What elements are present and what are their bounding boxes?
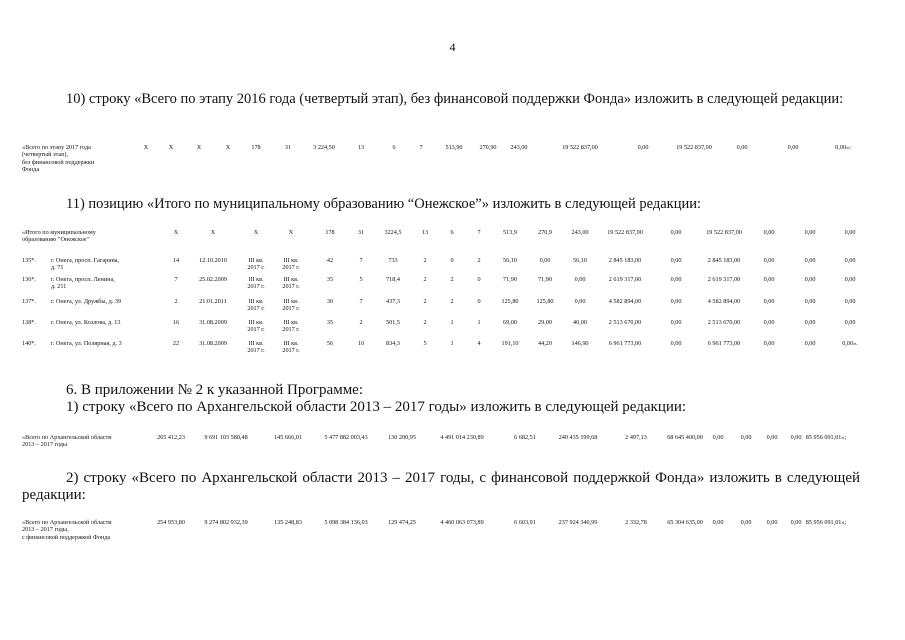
t2-row-cell-line: 191,10 (501, 340, 519, 347)
t3-cell-line: 9 691 103 580,48 (204, 434, 248, 441)
t1-cell-line: 0,00 (736, 144, 748, 151)
t2-row-q1-line: III кв. (248, 319, 264, 326)
t2-row-q2-line: 2017 г. (282, 264, 300, 272)
t2-row-cell-line: 733 (388, 257, 398, 264)
t3-cell-line: 6 682,51 (514, 434, 536, 441)
t2-row-cell-line: 2 (423, 298, 427, 305)
t2-row-q2-line: III кв. (283, 276, 299, 283)
t2-row-cell-line: 2 (423, 319, 427, 326)
t2-row-doc-line: 22 (172, 340, 180, 347)
t4-cell-line: 0,00 (740, 519, 752, 526)
t2-total-cell-line: X (210, 229, 216, 236)
t2-row-cell-line: 0,00 (804, 298, 816, 305)
t3-cell-line: 0,00 (766, 434, 778, 441)
t2-total-cell-line: 0,00 (763, 229, 775, 236)
page-number: 4 (449, 40, 456, 54)
t2-total-cell-line: X (173, 229, 179, 236)
t2-row-cell-line: 56,10 (503, 257, 517, 264)
t2-row-cell-line: 2 513 670,00 (707, 319, 741, 326)
t4-cell-line: 0,00 (790, 519, 802, 526)
t4-cell-line: 0,00 (712, 519, 724, 526)
t1-cell (808, 144, 878, 151)
t2-row-cell-line: 6 961 773,00 (707, 340, 741, 347)
t2-total-cell-line: 513,9 (503, 229, 517, 236)
t2-row-address-line: г. Онега, ул. Дружбы, д. 39 (51, 298, 122, 305)
t2-row-cell-line: 5 (359, 276, 363, 283)
t2-row-cell-line: 2 513 670,00 (608, 319, 642, 326)
t2-row-cell-line: 56,10 (573, 257, 587, 264)
t2-row-num-line: 138*. (22, 319, 36, 326)
t2-row-cell-line: 125,80 (501, 298, 519, 305)
t2-row-cell-line: 0,00 (670, 276, 682, 283)
t2-row-date-line: 31.08.2009 (199, 340, 227, 347)
t2-row-q1-line: 2017 г. (247, 347, 265, 355)
t2-row-num-line: 140*. (22, 340, 36, 347)
t2-row-date-line: 25.02.2009 (199, 276, 227, 283)
t1-label-line: без финансовой поддержки (22, 158, 95, 166)
t2-row-cell-line: 0,00». (842, 340, 858, 347)
t2-row-q2-line: III кв. (283, 319, 299, 326)
t2-row-cell-line: 437,3 (386, 298, 400, 305)
t2-row-address-line: г. Онега, просп. Гагарина, (51, 257, 120, 264)
t2-row-num (22, 276, 48, 283)
t2-row-cell-line: 71,90 (538, 276, 552, 283)
t2-row-cell-line: 2 845 183,00 (707, 257, 741, 264)
t1-cell-line: X (143, 144, 149, 151)
t2-row-cell-line: 7 (359, 257, 363, 264)
t2-total-cell-line: 19 522 837,00 (607, 229, 643, 236)
t2-row-cell-line: 0,00 (844, 276, 856, 283)
paragraph-item-11: 11) позицию «Итого по муниципальному образованию “Онежское”» изложить в следующей редакции: (66, 196, 702, 212)
t1-cell-line: 178 (251, 144, 261, 151)
t1-cell-line: 0,00»; (835, 144, 851, 151)
t2-row-cell-line: 44,20 (538, 340, 552, 347)
t4-cell-line: 135 248,83 (274, 519, 302, 526)
t2-row-address-line: г. Онега, просп. Ленина, (51, 276, 115, 283)
paragraph-item-6-1: 1) строку «Всего по Архангельской области 2013 – 2017 годы» изложить в следующей редакции: (66, 399, 687, 415)
t2-row-q2-line: III кв. (283, 298, 299, 305)
t1-cell-line: 6 (392, 144, 396, 151)
t3-cell-line: 0,00 (790, 434, 802, 441)
t2-row-address-line: г. Онега, ул. Полярная, д. 3 (51, 340, 122, 347)
t1-cell-line: 0,00 (637, 144, 649, 151)
t1-cell-line: 0,00 (787, 144, 799, 151)
t3-cell (191, 434, 261, 441)
t2-row-q2-line: III кв. (283, 257, 299, 264)
t2-row-cell-line: 0,00 (763, 257, 775, 264)
t2-row-cell-line: 30 (326, 298, 334, 305)
t2-row-cell-line: 2 (359, 319, 363, 326)
t2-row-q1-line: III кв. (248, 340, 264, 347)
t2-row-q1-line: 2017 г. (247, 264, 265, 272)
t2-row-cell-line: 125,80 (536, 298, 554, 305)
t2-row-cell-line: 0 (477, 276, 481, 283)
t2-total-cell-line: 0,00 (844, 229, 856, 236)
t2-row-cell-line: 0,00 (670, 298, 682, 305)
t2-row-cell-line: 0,00 (539, 257, 551, 264)
t1-cell-line: X (196, 144, 202, 151)
t4-cell-line: 4 460 063 073,89 (440, 519, 484, 526)
t2-row-cell-line: 2 (450, 276, 454, 283)
t4-cell-line: 65 304 635,00 (667, 519, 703, 526)
t1-label-line: (четвертый этап), (22, 151, 69, 159)
t3-cell-line: 130 200,95 (388, 434, 416, 441)
t2-row-cell-line: 0,00 (574, 298, 586, 305)
t2-row-cell-line: 0,00 (844, 257, 856, 264)
t2-row-num (22, 340, 48, 347)
t3-cell-line: 0,00 (740, 434, 752, 441)
t2-row-cell-line: 0,00 (804, 340, 816, 347)
t2-total-label-line: образованию "Онежское" (22, 236, 90, 244)
t2-row-address-line: д. 211 (51, 283, 67, 291)
t2-row-cell-line: 4 582 894,00 (608, 298, 642, 305)
t3-cell-line: 68 645 400,00 (667, 434, 703, 441)
t2-row-cell-line: 0,00 (763, 340, 775, 347)
t2-row-q2-line: 2017 г. (282, 326, 300, 334)
t2-row-num-line: 137*. (22, 298, 36, 305)
t2-row-cell (815, 319, 885, 326)
t3-cell-line: 240 435 199,68 (558, 434, 598, 441)
t2-total-cell-line: 19 522 837,00 (706, 229, 742, 236)
t4-cell-line: 85 956 091,01»; (805, 519, 847, 526)
t2-row-cell-line: 1 (477, 319, 481, 326)
t2-row-cell-line: 5 (423, 340, 427, 347)
t2-row-cell-line: 0,00 (763, 319, 775, 326)
t2-total-cell-line: 13 (421, 229, 429, 236)
t2-row-cell-line: 2 619 317,00 (608, 276, 642, 283)
t4-label (22, 519, 152, 541)
t2-row-cell-line: 40,00 (573, 319, 587, 326)
t2-row-cell-line: 0,00 (574, 276, 586, 283)
t2-row-q2-line: III кв. (283, 340, 299, 347)
t2-row-cell-line: 0,00 (844, 319, 856, 326)
t2-row-cell-line: 0 (450, 257, 454, 264)
t2-total-cell-line: 0,00 (670, 229, 682, 236)
t2-row-cell-line: 7 (359, 298, 363, 305)
t3-cell-line: 5 477 882 003,43 (324, 434, 368, 441)
t2-row-cell-line: 0,00 (763, 298, 775, 305)
t4-cell-line: 237 924 340,99 (558, 519, 598, 526)
t4-cell-line: 6 603,91 (514, 519, 536, 526)
t2-row-q1-line: 2017 г. (247, 326, 265, 334)
t2-row-cell (815, 340, 885, 347)
t2-row-q1-line: 2017 г. (247, 305, 265, 313)
t4-cell-line: 5 098 384 136,03 (324, 519, 368, 526)
t2-row-num-line: 135*. (22, 257, 36, 264)
t3-label-line: 2013 – 2017 годы (22, 441, 68, 449)
t1-cell-line: 513,90 (445, 144, 463, 151)
t2-row-date-line: 21.01.2011 (199, 298, 227, 305)
t2-row-cell-line: 10 (357, 340, 365, 347)
t2-row-cell-line: 501,5 (386, 319, 400, 326)
t2-row-cell (815, 276, 885, 283)
t2-row-q1-line: III кв. (248, 257, 264, 264)
t1-cell-line: 31 (284, 144, 292, 151)
t4-cell-line: 9 274 802 932,39 (204, 519, 248, 526)
t2-total-cell-line: 6 (450, 229, 454, 236)
t2-row-address-line: д. 71 (51, 264, 64, 272)
t2-row-q2-line: 2017 г. (282, 347, 300, 355)
t2-row-cell-line: 2 845 183,00 (608, 257, 642, 264)
t2-row-num (22, 298, 48, 305)
t2-total-cell-line: X (253, 229, 259, 236)
t1-cell-line: X (225, 144, 231, 151)
t1-cell-line: X (168, 144, 174, 151)
t2-total-cell-line: 178 (325, 229, 335, 236)
t2-row-cell-line: 146,90 (571, 340, 589, 347)
t2-row-num (22, 319, 48, 326)
t2-row-cell-line: 0,00 (670, 319, 682, 326)
t1-cell-line: 7 (419, 144, 423, 151)
t2-row-q1-line: 2017 г. (247, 283, 265, 291)
t2-row-doc-line: 14 (172, 257, 180, 264)
t2-row-doc-line: 7 (174, 276, 178, 283)
t3-label-line: «Всего по Архангельской области (22, 434, 112, 441)
t2-total-cell-line: 243,00 (571, 229, 589, 236)
t2-row-q1-line: III кв. (248, 276, 264, 283)
paragraph-item-10: 10) строку «Всего по этапу 2016 года (четвертый этап), без финансовой поддержки Фонда» изложить в следующей редакции: (66, 91, 844, 107)
t2-total-cell (815, 229, 885, 236)
t2-total-cell-line: 0,00 (804, 229, 816, 236)
t4-cell (427, 519, 497, 526)
t1-cell-line: 243,00 (510, 144, 528, 151)
t2-row-cell-line: 0,00 (804, 319, 816, 326)
paragraph-item-6: 6. В приложении № 2 к указанной Программе: (66, 382, 364, 398)
paragraph-item-6-2: 2) строку «Всего по Архангельской области 2013 – 2017 годы, с финансовой поддержкой Фонда» изложить в следующей редакции: (22, 470, 860, 503)
t1-cell-line: 13 (357, 144, 365, 151)
t2-row-cell-line: 35 (326, 276, 334, 283)
t2-total-cell-line: 7 (477, 229, 481, 236)
t2-row-doc-line: 2 (174, 298, 178, 305)
t2-row-cell-line: 2 (477, 257, 481, 264)
t3-cell-line: 4 491 014 230,89 (440, 434, 484, 441)
t4-cell-line: 129 474,25 (388, 519, 416, 526)
t2-row-q2-line: 2017 г. (282, 283, 300, 291)
t3-cell (427, 434, 497, 441)
t2-row-cell-line: 1 (450, 340, 454, 347)
t2-row-cell-line: 2 619 317,00 (707, 276, 741, 283)
t2-row-cell-line: 0,00 (844, 298, 856, 305)
t3-cell (791, 434, 861, 441)
t2-row-cell-line: 69,00 (503, 319, 517, 326)
t2-row-cell-line: 2 (450, 298, 454, 305)
t4-cell-line: 2 332,78 (625, 519, 647, 526)
t2-row-cell-line: 0,00 (670, 257, 682, 264)
t2-row-cell-line: 834,3 (386, 340, 400, 347)
t1-label-line: Фонда (22, 166, 40, 174)
t3-cell-line: 145 666,01 (274, 434, 302, 441)
t2-row-cell (815, 257, 885, 264)
t2-row-cell-line: 1 (450, 319, 454, 326)
t2-row-cell-line: 42 (326, 257, 334, 264)
t2-total-cell-line: X (288, 229, 294, 236)
t2-row-cell-line: 2 (423, 257, 427, 264)
t2-row-cell-line: 0,00 (804, 276, 816, 283)
t4-cell (191, 519, 261, 526)
t2-row-q1-line: III кв. (248, 298, 264, 305)
t1-cell (484, 144, 554, 151)
t2-row-address-line: г. Онега, ул. Козлова, д. 13 (51, 319, 121, 326)
t2-row-cell-line: 718,4 (386, 276, 400, 283)
t2-row-cell-line: 2 (423, 276, 427, 283)
t3-label (22, 434, 152, 449)
t4-cell-line: 254 953,80 (157, 519, 185, 526)
t2-row-cell-line: 4 582 894,00 (707, 298, 741, 305)
t2-row-cell-line: 0,00 (804, 257, 816, 264)
t2-total-label-line: «Итого по муниципальному (22, 229, 96, 236)
t2-total-label (22, 229, 142, 244)
t2-row-cell-line: 0,00 (763, 276, 775, 283)
t3-cell-line: 265 412,23 (157, 434, 185, 441)
t3-cell-line: 2 497,13 (625, 434, 647, 441)
t2-row-num-line: 136*. (22, 276, 36, 283)
t1-cell-line: 3 224,50 (313, 144, 335, 151)
t2-row-num (22, 257, 48, 264)
t1-cell (545, 144, 615, 151)
t1-cell-line: 270,90 (479, 144, 497, 151)
t2-row-cell-line: 56 (326, 340, 334, 347)
t4-cell (791, 519, 861, 526)
t2-row-cell-line: 4 (477, 340, 481, 347)
t2-total-cell-line: 31 (357, 229, 365, 236)
t2-total-cell-line: 270,9 (538, 229, 552, 236)
t2-row-cell-line: 0 (477, 298, 481, 305)
t2-row-cell-line: 29,00 (538, 319, 552, 326)
t2-row-doc-line: 16 (172, 319, 180, 326)
t2-row-cell-line: 0,00 (670, 340, 682, 347)
t2-row-cell-line: 71,90 (503, 276, 517, 283)
t3-cell-line: 85 956 091,01»; (805, 434, 847, 441)
t4-cell-line: 0,00 (766, 519, 778, 526)
t2-row-cell-line: 6 961 773,00 (608, 340, 642, 347)
t2-row-cell-line: 35 (326, 319, 334, 326)
t2-total-cell-line: 3224,5 (384, 229, 402, 236)
t1-cell-line: 19 522 837,00 (676, 144, 712, 151)
t2-row-q2-line: 2017 г. (282, 305, 300, 313)
t3-cell-line: 0,00 (712, 434, 724, 441)
t4-label-line: 2013 – 2017 годы, (22, 526, 69, 534)
t2-row-date-line: 31.08.2009 (199, 319, 227, 326)
t1-cell-line: 19 522 837,00 (562, 144, 598, 151)
t1-label-line: «Всего по этапу 2017 года (22, 144, 91, 151)
t4-label-line: «Всего по Архангельской области (22, 519, 112, 526)
t4-label-line: с финансовой поддержкой Фонда (22, 533, 111, 541)
t2-row-cell (815, 298, 885, 305)
t2-row-date-line: 12.10.2010 (199, 257, 227, 264)
